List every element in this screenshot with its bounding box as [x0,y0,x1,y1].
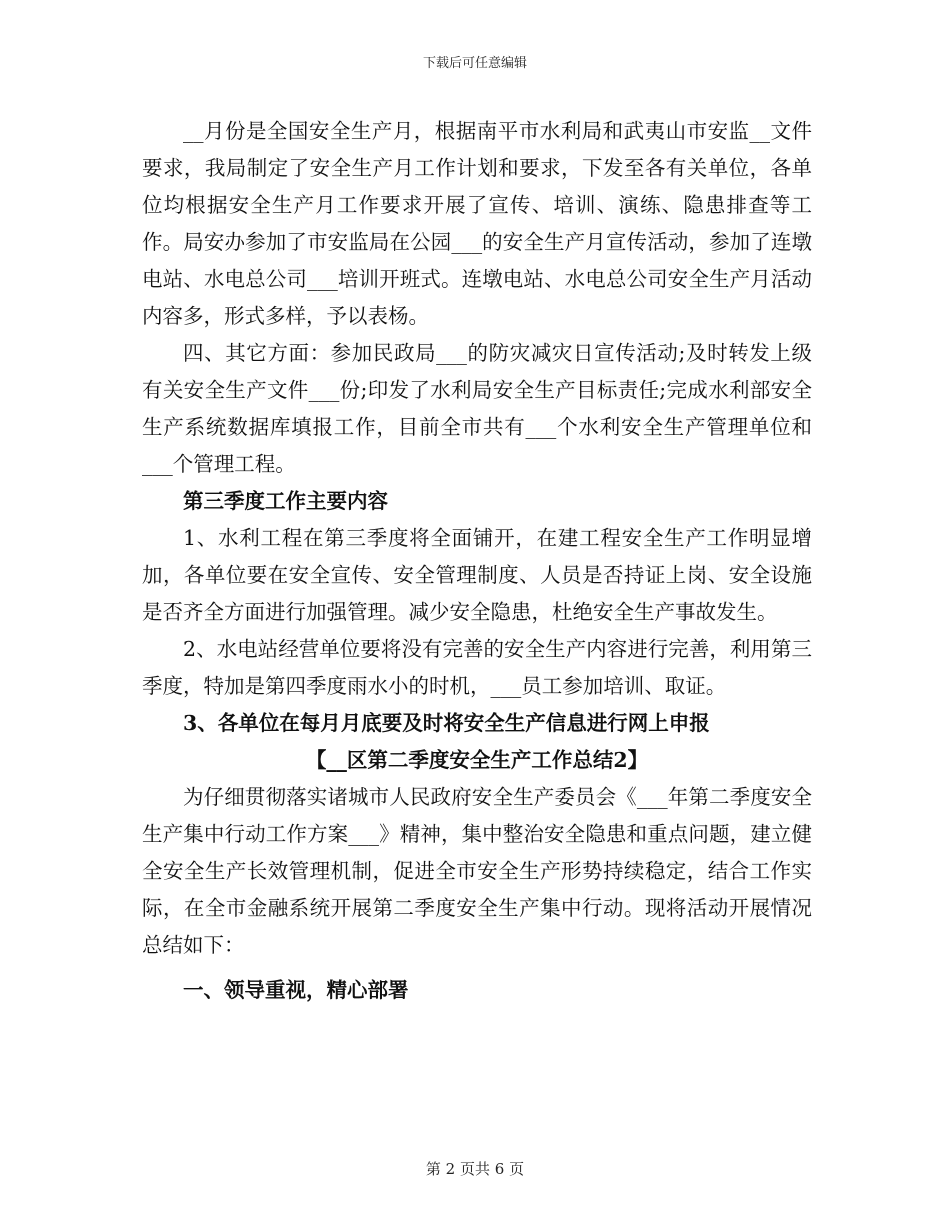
page-footer: 第 2 页共 6 页 [425,1160,525,1178]
paragraph-item-2: 2、水电站经营单位要将没有完善的安全生产内容进行完善，利用第三季度，特加是第四季度雨水小的时机，___员工参加培训、取证。 [142,637,812,698]
section-title: 【__区第二季度安全生产工作总结2】 [305,748,649,772]
paragraph-other-aspects: 四、其它方面：参加民政局___的防灾减灾日宣传活动;及时转发上级有关安全生产文件___份;印发了水利局安全生产目标责任;完成水利部安全生产系统数据库填报工作，目前全市共有___个水利安全生产管理单位和___个管理工程。 [142,341,812,476]
document-body [142,113,812,1009]
paragraph-intro-summary: 为仔细贯彻落实诸城市人民政府安全生产委员会《___年第二季度安全生产集中行动工作方案___》精神，集中整治安全隐患和重点问题，建立健全安全生产长效管理机制，促进全市安全生产形势持续稳定，结合工作实际，在全市金融系统开展第二季度安全生产集中行动。现将活动开展情况总结如下： [142,785,812,957]
page-header: 下载后可任意编辑 [422,56,527,71]
heading-q3-main-content: 第三季度工作主要内容 [183,489,388,513]
paragraph-item-1: 1、水利工程在第三季度将全面铺开，在建工程安全生产工作明显增加，各单位要在安全宣传、安全管理制度、人员是否持证上岗、安全设施是否齐全方面进行加强管理。减少安全隐患，杜绝安全生产事故发生。 [142,526,812,624]
paragraph-safety-month: __月份是全国安全生产月，根据南平市水利局和武夷山市安监__文件要求，我局制定了安全生产月工作计划和要求，下发至各有关单位，各单位均根据安全生产月工作要求开展了宣传、培训、演练、隐患排查等工作。局安办参加了市安监局在公园___的安全生产月宣传活动，参加了连墩电站、水电总公司___培训开班式。连墩电站、水电总公司安全生产月活动内容多，形式多样，予以表杨。 [142,119,812,328]
heading-item-3: 3、各单位在每月月底要及时将安全生产信息进行网上申报 [183,711,710,735]
heading-leadership: 一、领导重视，精心部署 [183,978,409,1002]
